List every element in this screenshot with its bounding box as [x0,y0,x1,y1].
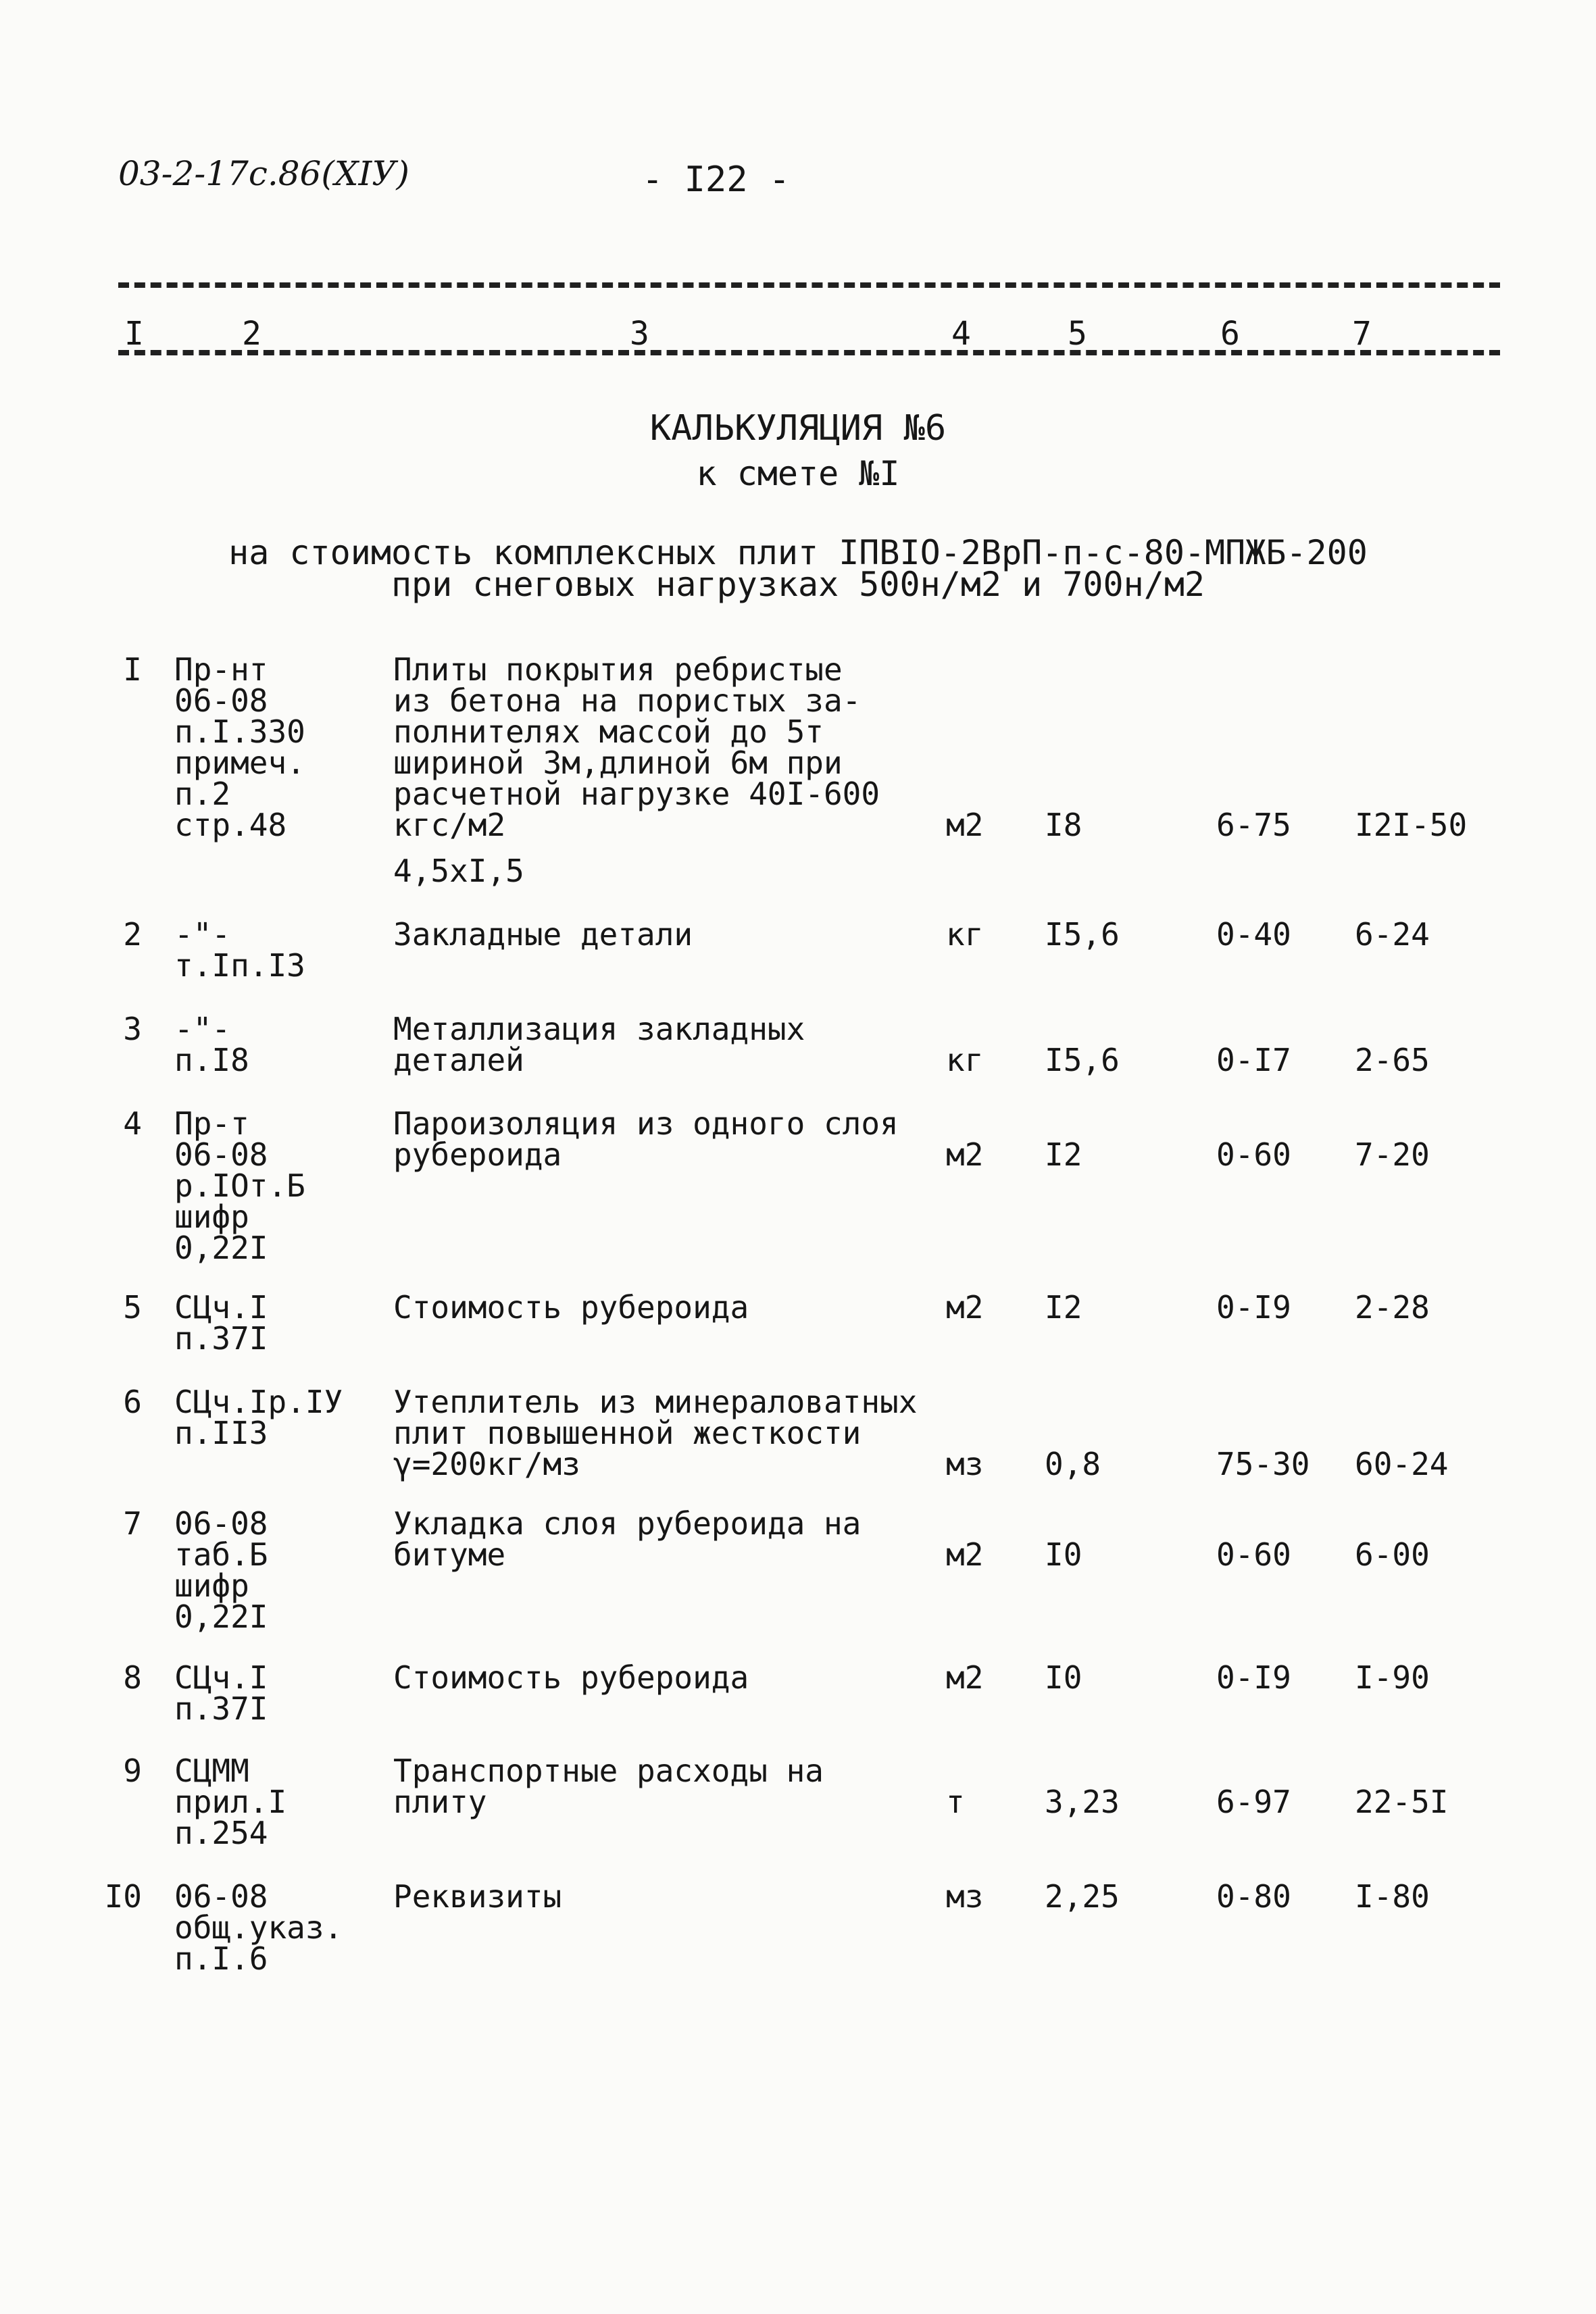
row-name: Укладка слоя рубероида на битуме [393,1505,862,1573]
row-price: 75-30 [1216,1446,1310,1482]
row-number: 4 [123,1105,142,1142]
row-total: I-90 [1355,1659,1430,1696]
row-price: 0-I9 [1216,1289,1291,1326]
row-number: 5 [123,1289,142,1326]
row-unit: т [946,1784,965,1820]
column-number-7: 7 [1348,318,1376,350]
row-basis: Пр-т 06-08 р.IОт.Б шифр 0,22I [174,1105,305,1266]
row-price: 0-I7 [1216,1042,1291,1078]
row-price: 6-97 [1216,1784,1291,1820]
row-quantity: 2,25 [1045,1878,1120,1915]
row-number: I [123,651,142,688]
row-unit: мз [946,1446,984,1482]
row-basis: СЦч.I п.37I [174,1659,268,1727]
row-total: 7-20 [1355,1136,1430,1173]
row-total: 60-24 [1355,1446,1449,1482]
row-quantity: I2 [1045,1289,1082,1326]
row-total: I2I-50 [1355,807,1468,843]
row-price: 6-75 [1216,807,1291,843]
row-basis: СЦч.Iр.IУ п.II3 [174,1384,343,1451]
dashed-rule-columns [118,350,1500,355]
row-number: 6 [123,1384,142,1420]
row-number: 9 [123,1753,142,1789]
row-quantity: 3,23 [1045,1784,1120,1820]
row-basis: 06-08 общ.указ. п.I.6 [174,1878,343,1977]
row-basis: 06-08 таб.Б шифр 0,22I [174,1505,268,1635]
row-quantity: I5,6 [1045,916,1120,953]
row-name: Закладные детали [393,916,693,953]
row-name: Утеплитель из минераловатных плит повышенной жесткости γ=200кг/мз [393,1384,918,1482]
row-price: 0-I9 [1216,1659,1291,1696]
row-unit: м2 [946,1136,984,1173]
row-total: 2-65 [1355,1042,1430,1078]
row-quantity: I0 [1045,1536,1082,1573]
row-name: Плиты покрытия ребристые из бетона на пористых за- полнителях массой до 5т шириной 3м,длиной 6м при расчетной нагрузке 40I-600 кгс/м2 [393,651,880,843]
row-quantity: I8 [1045,807,1082,843]
column-number-3: 3 [626,318,653,350]
row-number: 2 [123,916,142,953]
dashed-rule-top [118,282,1500,288]
row-basis: СЦч.I п.37I [174,1289,268,1357]
row-total: 22-5I [1355,1784,1449,1820]
row-price: 0-60 [1216,1536,1291,1573]
row-number: 8 [123,1659,142,1696]
row-unit: кг [946,1042,984,1078]
column-number-6: 6 [1216,318,1244,350]
row-name: Транспортные расходы на плиту [393,1753,824,1820]
row-basis: Пр-нт 06-08 п.I.330 примеч. п.2 стр.48 [174,651,305,843]
row-basis: СЦММ прил.I п.254 [174,1753,287,1851]
row-name: Стоимость рубероида [393,1289,749,1326]
calculation-subtitle: к смете №I [696,454,900,493]
row-price: 0-80 [1216,1878,1291,1915]
row-unit: м2 [946,1289,984,1326]
row-name: Пароизоляция из одного слоя рубероида [393,1105,899,1173]
row-unit: м2 [946,1659,984,1696]
row-unit: м2 [946,1536,984,1573]
row-number: 3 [123,1011,142,1047]
row-total: I-80 [1355,1878,1430,1915]
row-unit: кг [946,916,984,953]
row-total: 6-00 [1355,1536,1430,1573]
document-code: 03-2-17с.86(XIУ) [118,154,409,193]
calculation-description-line1: на стоимость комплексных плит IПВIО-2ВрП-п-с-80-МПЖБ-200 [228,533,1368,572]
calculation-title: КАЛЬКУЛЯЦИЯ №6 [649,408,947,449]
row-total: 2-28 [1355,1289,1430,1326]
row-name: Реквизиты [393,1878,562,1915]
row-note: 4,5xI,5 [393,853,524,889]
row-basis: -"- п.I8 [174,1011,249,1078]
column-number-2: 2 [238,318,266,350]
row-quantity: 0,8 [1045,1446,1101,1482]
row-name: Металлизация закладных деталей [393,1011,805,1078]
column-number-1: I [120,318,148,350]
row-price: 0-60 [1216,1136,1291,1173]
row-unit: м2 [946,807,984,843]
row-total: 6-24 [1355,916,1430,953]
page-number: - I22 - [642,159,791,200]
row-quantity: I0 [1045,1659,1082,1696]
row-unit: мз [946,1878,984,1915]
column-number-4: 4 [947,318,975,350]
row-name: Стоимость рубероида [393,1659,749,1696]
column-number-5: 5 [1064,318,1091,350]
row-number: I0 [104,1878,142,1915]
row-quantity: I2 [1045,1136,1082,1173]
row-number: 7 [123,1505,142,1542]
row-quantity: I5,6 [1045,1042,1120,1078]
calculation-description-line2: при снеговых нагрузках 500н/м2 и 700н/м2 [391,565,1205,604]
row-price: 0-40 [1216,916,1291,953]
row-basis: -"- т.Iп.I3 [174,916,305,984]
